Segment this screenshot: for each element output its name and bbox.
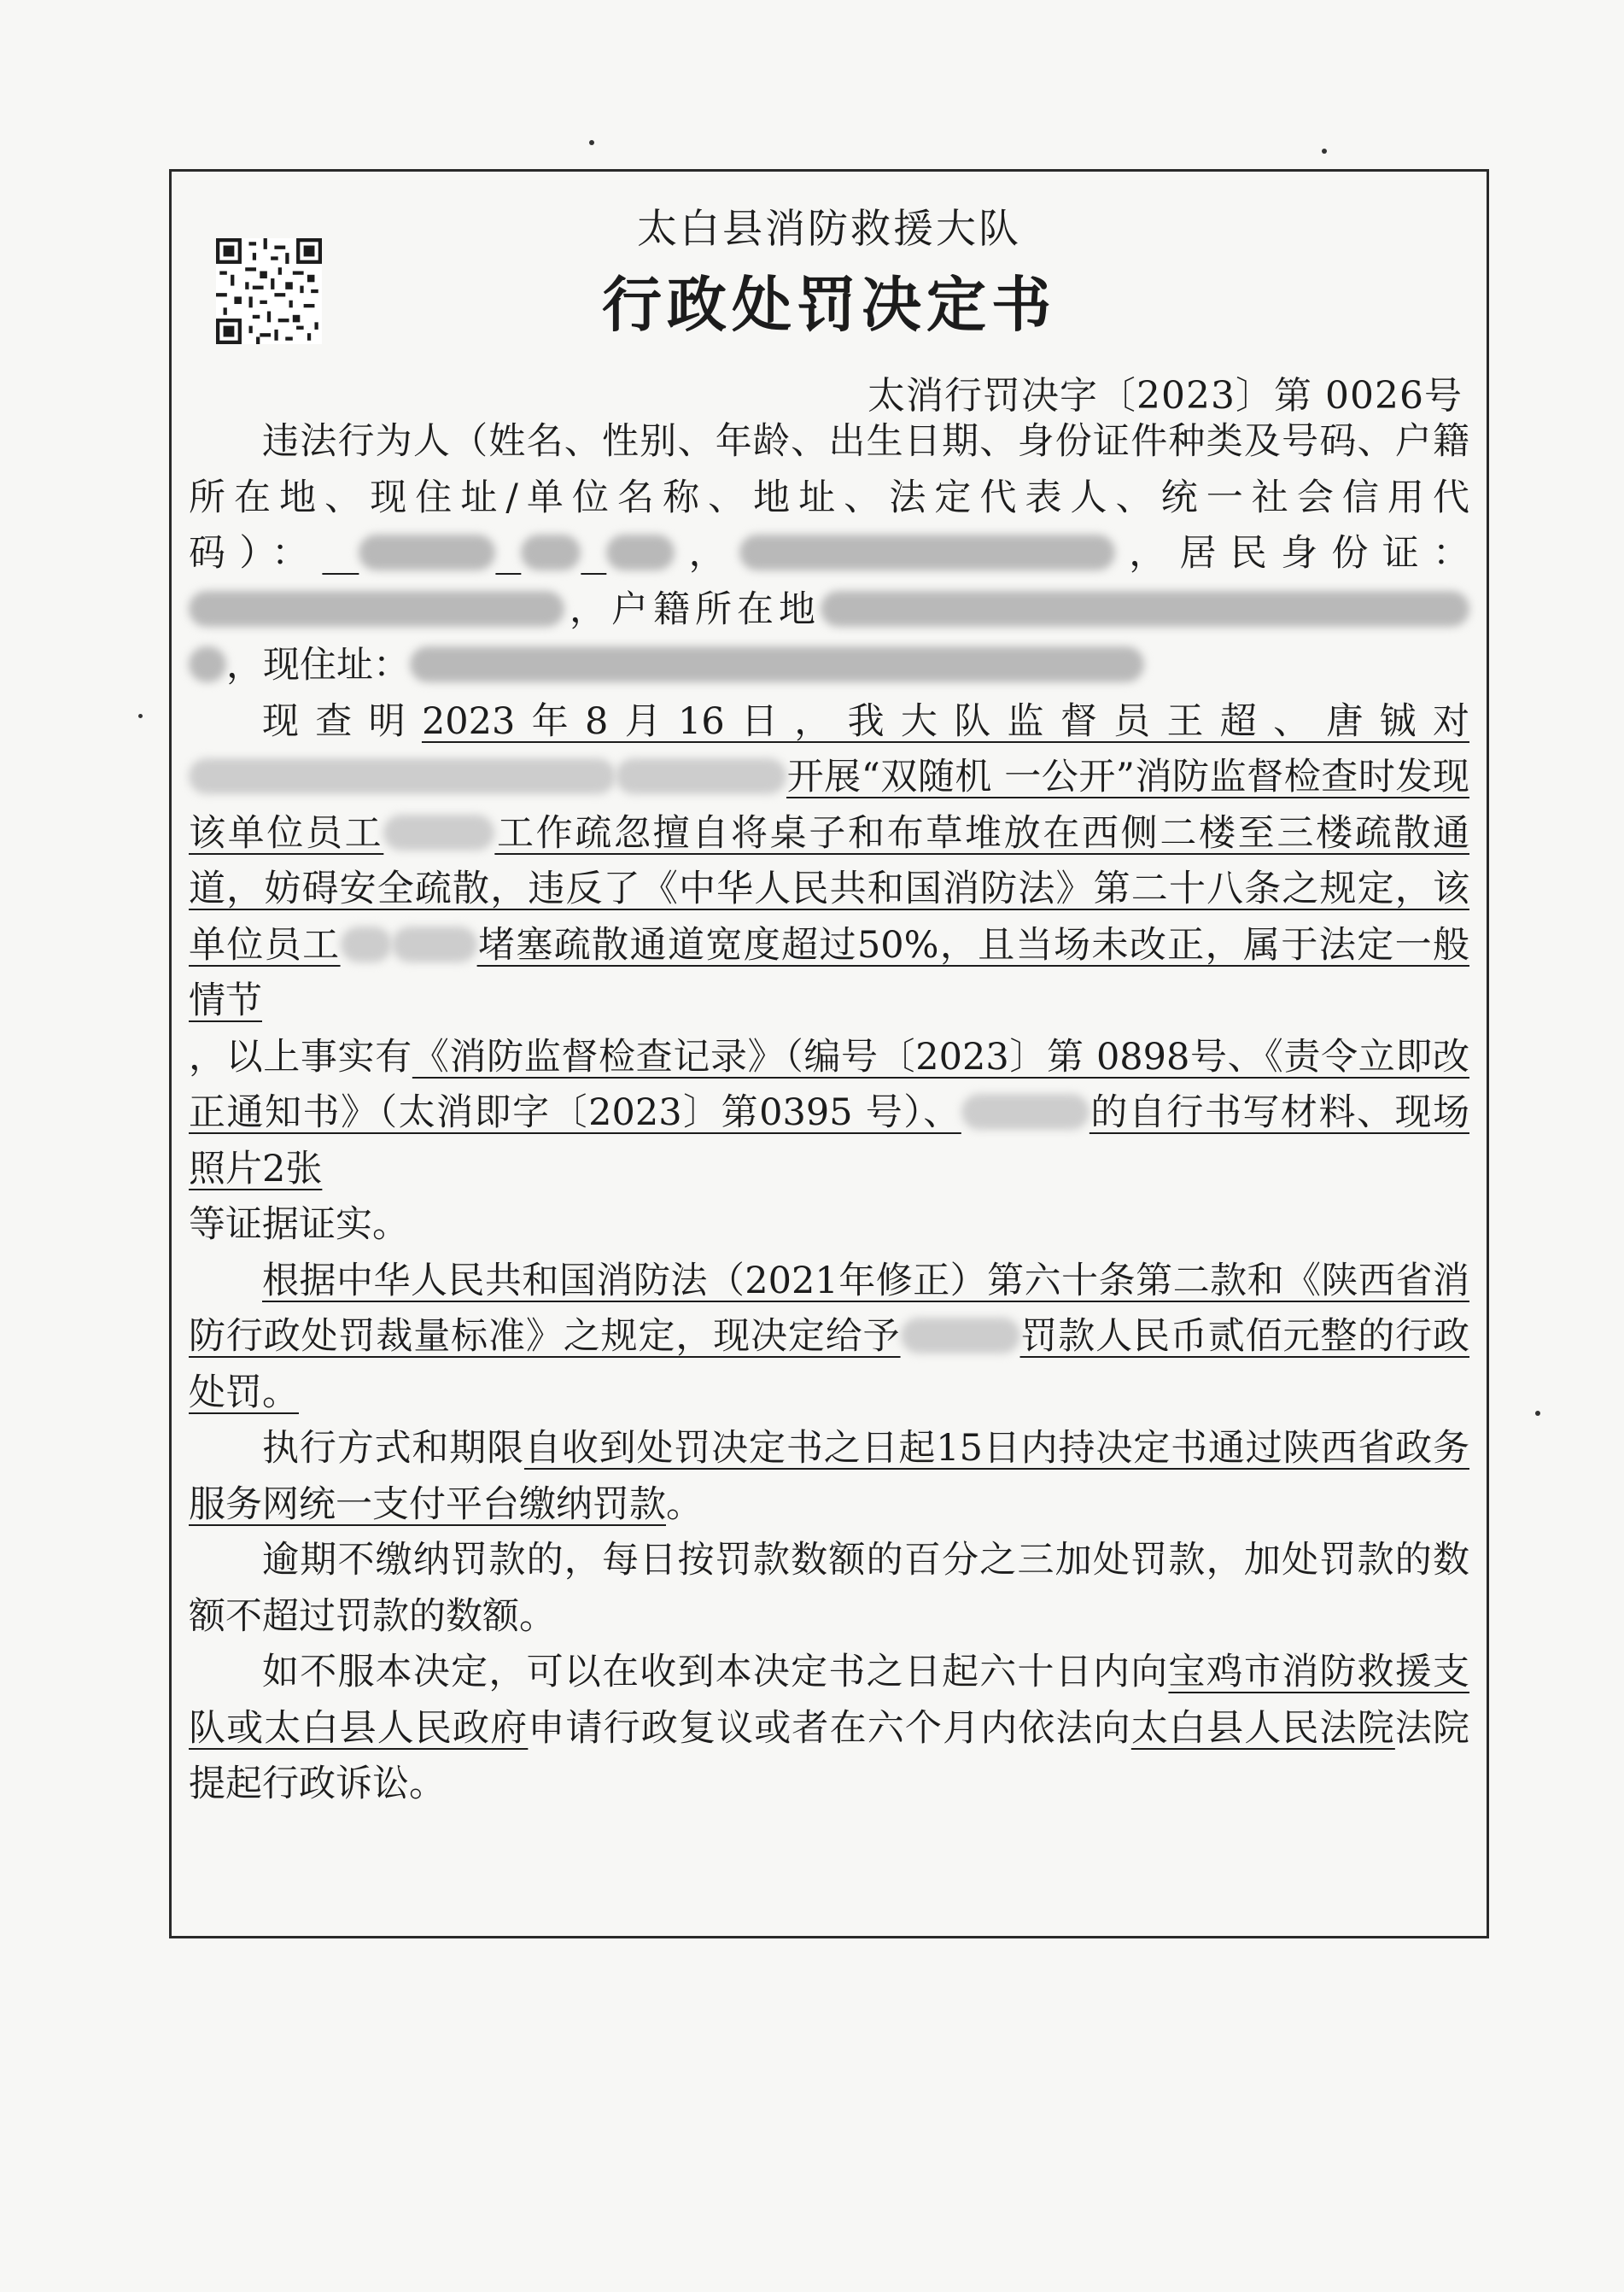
execution-paragraph	[189, 1421, 1469, 1533]
household-label: ，户籍所在地	[564, 588, 821, 631]
document-header	[172, 206, 1487, 341]
facts-paragraph	[189, 694, 1469, 1254]
appeal-text-3: 法院提起行政诉讼。	[189, 1706, 1470, 1805]
overdue-paragraph: 逾期不缴纳罚款的，每日按罚款数额的百分之三加处罚款，加处罚款的数额不超过罚款的数额。	[189, 1539, 1469, 1638]
redacted-employee	[383, 815, 494, 851]
review-body: 宝鸡市消防救援支队或太白县人民政府	[189, 1651, 1470, 1750]
document-number: 太消行罚决字〔2023〕第 0026号	[867, 374, 1463, 418]
execution-end: 。	[666, 1482, 703, 1526]
redacted-name	[359, 535, 495, 570]
scan-speck	[1322, 149, 1327, 154]
decision-penalty: 罚款人民币贰佰元整的行政处罚。	[189, 1315, 1470, 1414]
redaction-bar	[901, 1318, 1020, 1354]
party-intro: 违法行为人（姓名、性别、年龄、出生日期、身份证件种类及号码、户籍所在地、现住址/单位名称、地址、法定代表人、统一社会信用代码）：	[189, 420, 1469, 575]
redaction-bar	[521, 535, 581, 570]
party-comma: ，	[675, 532, 739, 575]
evidence-records: 《消防监督检查记录》（编号〔2023〕第 0898号、《责令立即改正通知书》（太消即字〔2023〕第0395 号）、	[189, 1035, 1469, 1134]
decision-basis: 根据中华人民共和国消防法（2021年修正）第六十条第二款和《陕西省消防行政处罚裁量标准》之规定，现决定给予	[189, 1259, 1469, 1358]
appeal-text-2: 申请行政复议或者在六个月内依法向	[528, 1706, 1131, 1750]
scan-speck	[138, 714, 143, 718]
id-label: ，居民身份证：	[1114, 532, 1469, 575]
court-name: 太白县人民法院	[1130, 1706, 1395, 1750]
address-label: ，现住址：	[226, 644, 410, 687]
address-field	[410, 644, 1144, 687]
execution-text: 自收到处罚决定书之日起15日内持决定书通过陕西省政务服务网统一支付平台缴纳罚款	[189, 1427, 1469, 1526]
appeal-text-1: 如不服本决定，可以在收到本决定书之日起六十日内向	[262, 1651, 1169, 1693]
decision-paragraph	[189, 1254, 1469, 1422]
appeal-paragraph	[189, 1645, 1469, 1813]
redacted-address	[410, 646, 1144, 682]
redaction-bar	[341, 927, 392, 962]
scan-speck	[1535, 1411, 1540, 1416]
redaction-bar	[616, 758, 786, 794]
redaction-bar	[961, 1094, 1089, 1130]
facts-date-inspectors: 2023年8月16日，我大队监督员王超、唐铖对	[421, 699, 1470, 743]
document-title: 行政处罚决定书	[602, 269, 1056, 341]
execution-label: 执行方式和期限	[262, 1427, 524, 1470]
redacted-id-number	[189, 591, 564, 627]
redaction-bar	[739, 535, 1115, 570]
facts-violation: 工作疏忽擅自将桌子和布草堆放在西侧二楼至三楼疏散通道，妨碍安全疏散，违反了《中华人民共和国消防法》第二十八条之规定，该单位员工	[189, 811, 1470, 967]
scan-speck	[589, 140, 594, 145]
facts-tail: 等证据证实。	[189, 1203, 409, 1246]
party-paragraph	[189, 414, 1469, 694]
decision-text	[189, 1260, 1469, 1414]
facts-circumstance: 堵塞疏散通道宽度超过50%，且当场未改正，属于法定一般情节	[189, 923, 1469, 1022]
agency-name: 太白县消防救援大队	[637, 206, 1021, 253]
evidence-materials: 的自行书写材料、现场照片2张	[189, 1091, 1469, 1190]
document-frame	[169, 169, 1489, 1938]
redaction-bar	[189, 646, 226, 682]
facts-lead: 现查明	[262, 699, 422, 743]
redaction-bar	[606, 535, 675, 570]
facts-text	[189, 700, 1469, 1023]
redaction-bar	[392, 927, 477, 962]
id-number-field	[189, 588, 564, 631]
document-body	[189, 414, 1469, 1813]
evidence-lead: ，以上事实有	[189, 1035, 412, 1079]
redacted-unit	[189, 758, 616, 794]
redacted-household	[821, 591, 1469, 627]
facts-inspection: 开展“双随机 一公开”消防监督检查时发现该单位员工	[189, 756, 1469, 855]
party-name-field	[322, 532, 675, 575]
